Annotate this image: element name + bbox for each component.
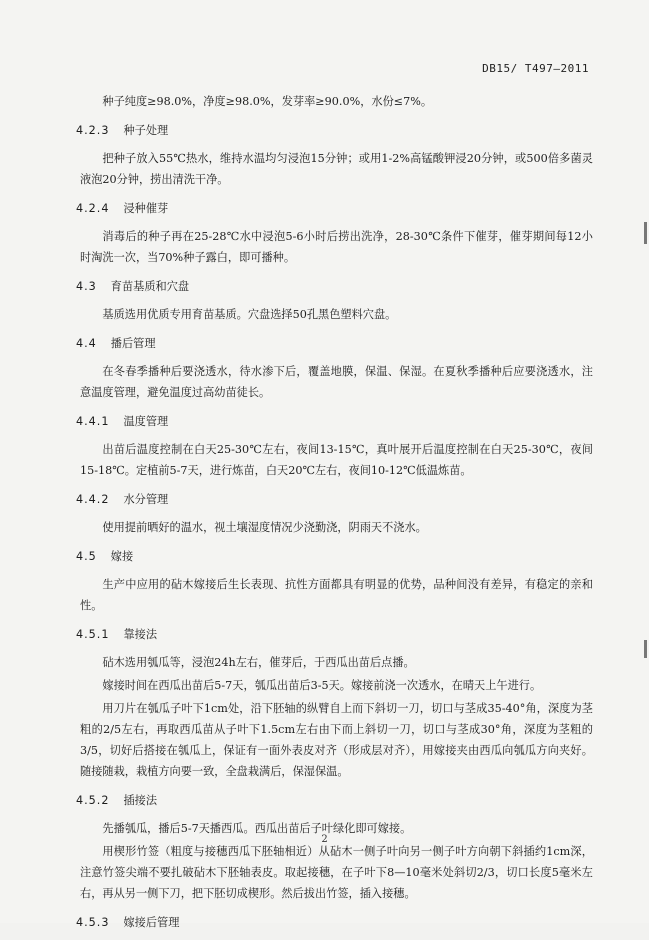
document-body bbox=[76, 91, 593, 940]
paragraph-rootstock: 砧木选用瓠瓜等，浸泡24h左右，催芽后，于西瓜出苗后点播。 bbox=[102, 656, 415, 669]
section-title: 育苗基质和穴盘 bbox=[110, 280, 190, 293]
paragraph-graft-timing: 嫁接时间在西瓜出苗后5-7天，瓠瓜出苗后3-5天。嫁接前浇一次透水，在晴天上午进行。 bbox=[102, 679, 542, 692]
section-heading-4-4-1 bbox=[76, 415, 593, 429]
section-title: 水分管理 bbox=[123, 493, 169, 506]
section-heading-4-5-3 bbox=[76, 916, 593, 930]
section-number: 4.3 bbox=[76, 280, 97, 293]
paragraph-watering: 使用提前晒好的温水，视土壤湿度情况少浇勤浇，阴雨天不浇水。 bbox=[102, 521, 427, 534]
section-heading-4-4-2 bbox=[76, 493, 593, 507]
paragraph-insertion-method: 用楔形竹签（粗度与接穗西瓜下胚轴相近）从砧木一侧子叶向另一侧子叶方向朝下斜插约1cm深，注意竹签尖端不要扎破砧木下胚轴表皮。取起接穗，在子叶下8—10毫米处斜切2/3，切口长度5毫米左右，再从另一侧下刀，把下胚切成楔形。然后拔出竹签，插入接穗。 bbox=[80, 845, 593, 900]
paragraph-approach-method: 用刀片在瓠瓜子叶下1cm处，沿下胚轴的纵臂自上而下斜切一刀，切口与茎成35-40°角，深度为茎粗的2/5左右，再取西瓜苗从子叶下1.5cm左右由下而上斜切一刀，切口与茎成30°角，深度为茎粗的3/5，切好后搭接在瓠瓜上，保证有一面外表皮对齐（形成层对齐），用嫁接夹由西瓜向瓠瓜方向夹好。随接随栽，栽植方向要一致，全盘栽满后，保湿保温。 bbox=[80, 702, 593, 778]
section-title: 种子处理 bbox=[123, 124, 169, 137]
paragraph-seed-quality: 种子纯度≥98.0%，净度≥98.0%，发芽率≥90.0%，水份≤7%。 bbox=[102, 95, 433, 108]
section-number: 4.4 bbox=[76, 337, 97, 350]
section-title: 播后管理 bbox=[110, 337, 156, 350]
standard-code: DB15/ T497—2011 bbox=[482, 62, 589, 75]
section-number: 4.4.1 bbox=[76, 415, 110, 428]
section-heading-4-4 bbox=[76, 337, 593, 351]
section-heading-4-3 bbox=[76, 280, 593, 294]
section-title: 浸种催芽 bbox=[123, 202, 169, 215]
paragraph-germination: 消毒后的种子再在25-28℃水中浸泡5-6小时后捞出洗净，28-30℃条件下催芽，催芽期间每12小时淘洗一次，当70%种子露白，即可播种。 bbox=[80, 230, 593, 264]
section-title: 插接法 bbox=[123, 794, 158, 807]
section-number: 4.2.4 bbox=[76, 202, 110, 215]
section-number: 4.5 bbox=[76, 550, 97, 563]
section-heading-4-5-2 bbox=[76, 794, 593, 808]
scan-edge-mark bbox=[644, 640, 647, 658]
paragraph-substrate: 基质选用优质专用育苗基质。穴盘选择50孔黑色塑料穴盘。 bbox=[102, 308, 397, 321]
section-number: 4.2.3 bbox=[76, 124, 110, 137]
section-title: 嫁接 bbox=[110, 550, 134, 563]
page-number: 2 bbox=[321, 834, 328, 845]
section-heading-4-2-3 bbox=[76, 124, 593, 138]
paragraph-seed-treatment: 把种子放入55℃热水，维持水温均匀浸泡15分钟；或用1-2%高锰酸钾浸20分钟，或500倍多菌灵液泡20分钟，捞出清洗干净。 bbox=[80, 152, 593, 186]
section-title: 嫁接后管理 bbox=[123, 916, 180, 929]
scan-edge-mark bbox=[644, 222, 647, 244]
section-number: 4.5.1 bbox=[76, 628, 110, 641]
paragraph-insertion-sowing: 先播瓠瓜，播后5-7天播西瓜。西瓜出苗后子叶绿化即可嫁接。 bbox=[102, 822, 412, 835]
section-heading-4-5-1 bbox=[76, 628, 593, 642]
section-heading-4-5 bbox=[76, 550, 593, 564]
section-title: 靠接法 bbox=[123, 628, 158, 641]
paragraph-post-sowing: 在冬春季播种后要浇透水，待水渗下后，覆盖地膜，保温、保湿。在夏秋季播种后应要浇透水，注意温度管理，避免温度过高幼苗徒长。 bbox=[80, 365, 593, 399]
paragraph-grafting: 生产中应用的砧木嫁接后生长表现、抗性方面都具有明显的优势，品种间没有差异，有稳定的亲和性。 bbox=[80, 578, 593, 612]
section-number: 4.5.2 bbox=[76, 794, 110, 807]
paragraph-temperature: 出苗后温度控制在白天25-30℃左右，夜间13-15℃，真叶展开后温度控制在白天25-30℃，夜间15-18℃。定植前5-7天，进行炼苗，白天20℃左右，夜间10-12℃低温炼苗。 bbox=[80, 443, 593, 477]
section-number: 4.4.2 bbox=[76, 493, 110, 506]
section-title: 温度管理 bbox=[123, 415, 169, 428]
section-number: 4.5.3 bbox=[76, 916, 110, 929]
section-heading-4-2-4 bbox=[76, 202, 593, 216]
